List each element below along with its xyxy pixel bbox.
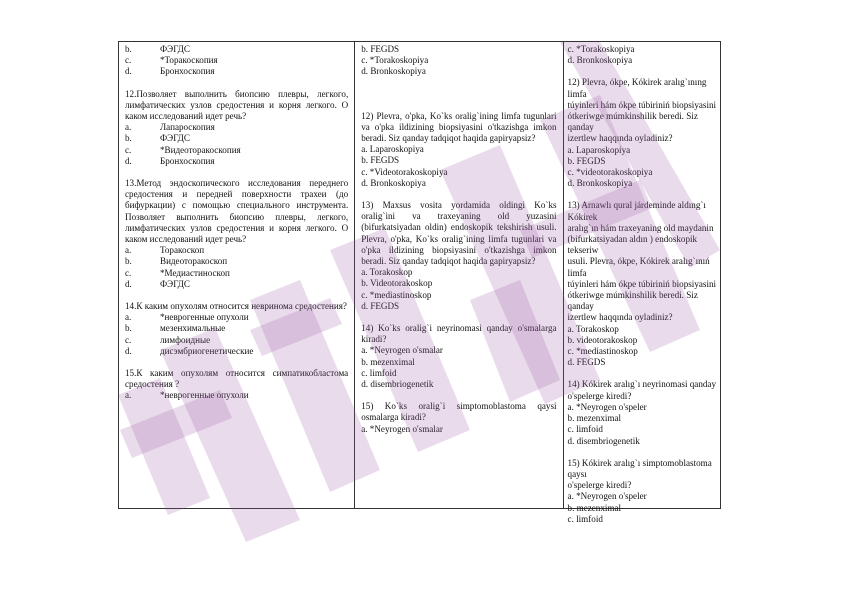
question-14-line: o'spelerge kiredi? — [567, 390, 632, 401]
question-15: 15) Ko`ks oralig`i simptomoblastoma qaysi osmalarga kiradi? — [361, 401, 557, 423]
option: a. Торакоскоп — [125, 245, 205, 256]
question-15: 15.К каким опухолям относится симпатикобластома средостения ? — [125, 368, 349, 390]
option: c. limfoid — [361, 367, 397, 378]
option: c. *Torakoskopiya — [567, 44, 635, 54]
question-15-line: o'spelerge kiredi? — [567, 480, 632, 491]
option: a. Лапароскопия — [125, 122, 215, 133]
option: c. *Torakoskopiya — [361, 55, 429, 66]
option: b. mezenximal — [567, 413, 622, 424]
option: d. дисэмбриогенетические — [125, 345, 254, 356]
question-13-line: ótkeriwge múmkinshilik beredi. Siz qanday — [567, 290, 698, 312]
option: d. FEGDS — [361, 300, 400, 311]
question-13-line: túyinleri hám ókpe túbiriniń biopsiyasini — [567, 278, 717, 289]
question-14: 14.К каким опухолям относится невринома средостения? — [125, 301, 347, 312]
option: d. disembriogenetik — [361, 379, 434, 390]
option: a. *Neyrogen o'speler — [567, 401, 647, 412]
column-karakalpak — [564, 42, 720, 524]
option: d. Bronkoskopiya — [567, 55, 633, 66]
option: b. мезенхимальные — [125, 323, 226, 334]
option: b. ФЭГДС — [125, 133, 190, 144]
question-13-line: izertlew haqqında oyladiniz? — [567, 312, 673, 323]
question-13-line: usuli. Plevra, ókpe, Kókirek aralıg`ınıń limfa — [567, 256, 710, 278]
option: c. *mediastinoskop — [567, 346, 638, 357]
option: a. *Neyrogen o'speler — [567, 491, 647, 502]
option: a. Torakoskop — [361, 267, 413, 278]
option: c. *Медиастиноскоп — [125, 267, 230, 278]
question-13-line: aralıg`ın hám traxeyaning old maydanin — [567, 222, 714, 233]
option: c. limfoid — [567, 424, 603, 435]
option: c. *Видеоторакоскопия — [125, 144, 241, 155]
option: a. Torakoskop — [567, 323, 619, 334]
option: a. Laparoskopiya — [567, 144, 631, 155]
option: b. Videotorakoskop — [361, 278, 433, 289]
option: c. *videotorakoskopiya — [567, 167, 653, 178]
option: b. ФЭГДС — [125, 44, 190, 54]
option: d. Bronkoskopiya — [361, 66, 426, 77]
option: d. Бронхоскопия — [125, 155, 215, 166]
questions-table — [118, 41, 721, 524]
option: a. *неврогенные опухоли — [125, 312, 249, 323]
option: d. Бронхоскопия — [125, 66, 215, 77]
question-13-line: 13) Arnawlı qural járdeminde aldıng`ı Kókirek — [567, 200, 706, 222]
question-13: 13.Метод эндоскопического исследования переднего средостения и передней поверхности трахеи (до бифуркации) с помощью специального инструмента. Позволяет выполнить биопсию плевры, легкого, лимфатических узлов средостения и корня легкого. О каком исследований идет речь? — [125, 178, 349, 245]
option: b. FEGDS — [361, 155, 400, 166]
option: c. *mediastinoskop — [361, 289, 432, 300]
column-russian — [119, 42, 355, 508]
option: c. *Videotorakoskopiya — [361, 166, 448, 177]
option: d. Bronkoskopiya — [361, 177, 426, 188]
question-15-line: 15) Kókirek aralıg`ı simptomoblastoma qaysı — [567, 457, 712, 479]
option: d. Bronkoskopiya — [567, 178, 633, 189]
question-12-line: túyinleri hám ókpe túbiriniń biopsiyasini — [567, 99, 717, 110]
option: a. *Neyrogen o'smalar — [361, 423, 443, 434]
option: d. ФЭГДС — [125, 278, 190, 289]
option: b. videotorakoskop — [567, 334, 638, 345]
option: c. *Торакоскопия — [125, 55, 218, 66]
option: a. *Neyrogen o'smalar — [361, 345, 443, 356]
question-12-line: izertlew haqqında oyladiniz? — [567, 133, 673, 144]
question-12-line: ótkeriwge múmkinshilik beredi. Siz qanday — [567, 111, 698, 133]
option: c. limfoid — [567, 513, 603, 524]
option: b. mezenximal — [567, 502, 622, 513]
question-12-line: 12) Plevra, ókpe, Kókirek aralıg`ınıng limfa — [567, 77, 707, 99]
option: a. Laparoskopiya — [361, 144, 424, 155]
question-13: 13) Maxsus vosita yordamida oldingi Ko`ks oralig`ini va traxeyaning old yuzasini (bifurkatsiyadan oldin) endoskopik tekshirish usuli. Plevra, o'pka, Ko`ks oralig`ining limfa tugunlari va o'pka ildizining biopsiyasini o'tkazishga imkon beradi. Siz qanday tadqiqot haqida gapiryapsiz? — [361, 200, 557, 267]
question-14-line: 14) Kókirek aralıg`ı neyrinomasi qanday — [567, 379, 717, 390]
question-12: 12.Позволяет выполнить биопсию плевры, легкого, лимфатических узлов средостения и корня легкого. О каком исследований идет речь? — [125, 88, 349, 122]
question-12: 12) Plevra, o'pka, Ko`ks oralig`ining limfa tugunlari va o'pka ildizining biopsiyasini o'tkazishga imkon beradi. Siz qanday tadqiqot haqida gapiryapsiz? — [361, 110, 557, 144]
option: b. FEGDS — [567, 155, 606, 166]
option: a. *неврогенные опухоли — [125, 390, 249, 401]
column-uzbek — [355, 42, 563, 508]
option: d. disembriogenetik — [567, 435, 640, 446]
option: b. mezenximal — [361, 356, 415, 367]
option: d. FEGDS — [567, 357, 606, 368]
option: b. Видеоторакоскоп — [125, 256, 228, 267]
question-13-line: (bifurkatsiyadan aldın ) endoskopik tekseriw — [567, 234, 698, 256]
option: c. лимфоидные — [125, 334, 211, 345]
question-14: 14) Ko`ks oralig`i neyrinomasi qanday o'smalarga kiradi? — [361, 323, 557, 345]
option: b. FEGDS — [361, 44, 400, 54]
